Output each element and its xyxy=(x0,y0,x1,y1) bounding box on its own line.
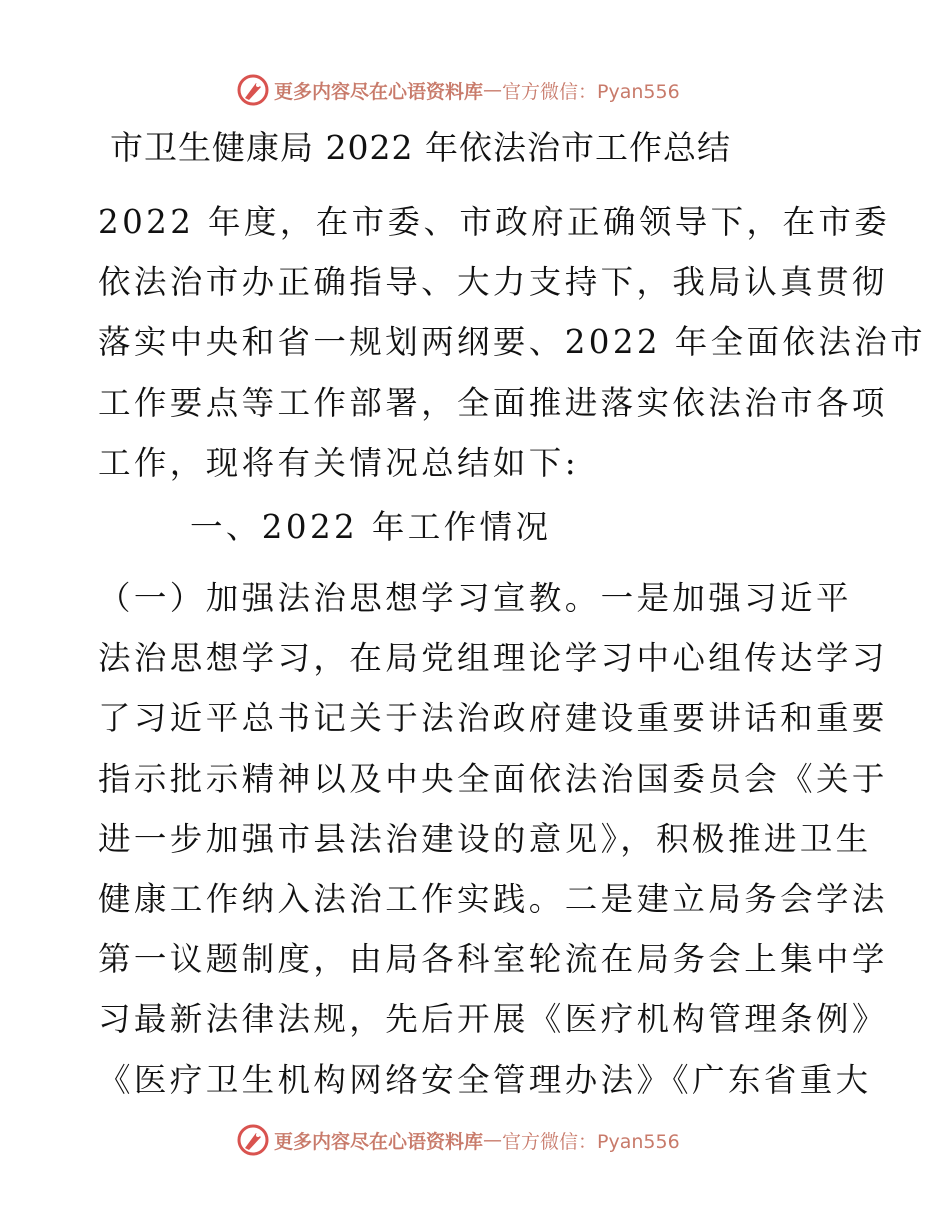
section1-line: 《医疗卫生机构网络安全管理办法》《广东省重大 xyxy=(98,1060,872,1099)
section1-line: 法治思想学习，在局党组理论学习中心组传达学习 xyxy=(98,639,888,678)
section1-line: 习最新法律法规，先后开展《医疗机构管理条例》 xyxy=(98,1000,888,1039)
intro-line: 工作要点等工作部署，全面推进落实依法治市各项 xyxy=(98,383,888,422)
section1-line: 了习近平总书记关于法治政府建设重要讲话和重要 xyxy=(98,699,888,738)
intro-paragraph xyxy=(98,192,927,493)
watermark-footer xyxy=(236,1120,796,1160)
section1-line: 指示批示精神以及中央全面依法治国委员会《关于 xyxy=(98,759,888,798)
watermark-brand: 更多内容尽在心语资料库 xyxy=(274,1130,484,1153)
watermark-contact: 官方微信：Pyan556 xyxy=(502,1130,680,1153)
watermark-dash: — xyxy=(483,79,503,101)
section-heading: 一、2022 年工作情况 xyxy=(190,508,552,546)
watermark-brand: 更多内容尽在心语资料库 xyxy=(274,80,484,103)
watermark-header xyxy=(236,70,796,110)
section1-line: 第一议题制度，由局各科室轮流在局务会上集中学 xyxy=(98,940,888,979)
section1-line: （一）加强法治思想学习宣教。一是加强习近平 xyxy=(98,579,852,617)
section1-line: 健康工作纳入法治工作实践。二是建立局务会学法 xyxy=(98,880,888,919)
pen-nib-logo-icon xyxy=(236,73,270,107)
intro-line: 依法治市办正确指导、大力支持下，我局认真贯彻 xyxy=(98,263,888,302)
document-title: 市卫生健康局 2022 年依法治市工作总结 xyxy=(110,128,731,167)
intro-line: 工作，现将有关情况总结如下: xyxy=(98,443,580,482)
watermark-dash: — xyxy=(483,1129,503,1151)
section1-paragraph xyxy=(98,568,888,1110)
pen-nib-logo-icon xyxy=(236,1123,270,1157)
intro-line: 落实中央和省一规划两纲要、2022 年全面依法治市 xyxy=(98,323,927,362)
watermark-contact: 官方微信：Pyan556 xyxy=(502,80,680,103)
section1-line: 进一步加强市县法治建设的意见》，积极推进卫生 xyxy=(98,819,872,858)
intro-line: 2022 年度，在市委、市政府正确领导下，在市委 xyxy=(98,203,891,241)
